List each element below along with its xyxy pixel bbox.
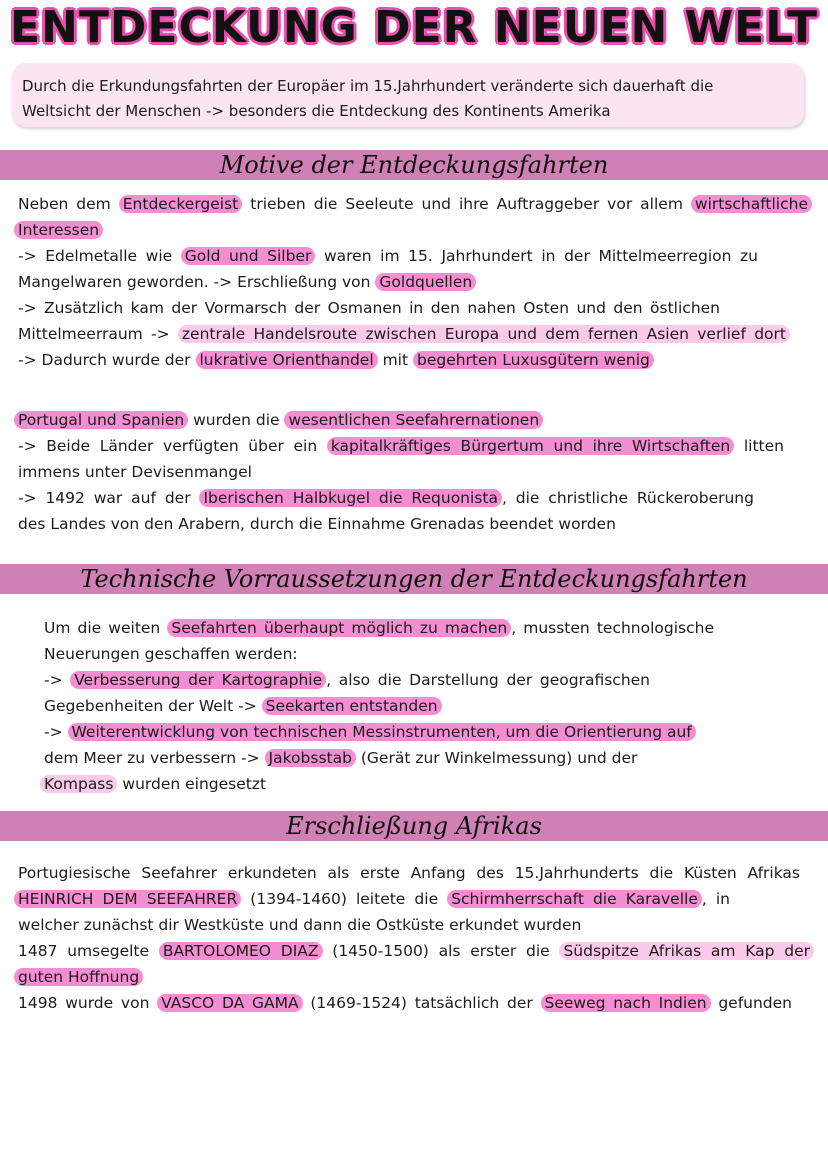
highlight: wirtschaftliche <box>691 195 812 213</box>
highlight: lukrative Orienthandel <box>196 351 378 369</box>
highlight: Goldquellen <box>375 273 476 291</box>
text-line: des Landes von den Arabern, durch die Einnahme Grenadas beendet worden <box>18 515 616 533</box>
text-line: Mittelmeerraum -> zentrale Handelsroute zwischen Europa und dem fernen Asien verlief dort <box>18 321 790 347</box>
text-line: -> Dadurch wurde der lukrative Orienthandel mit begehrten Luxusgütern wenig <box>18 347 654 373</box>
text-line: Gegebenheiten der Welt -> Seekarten entstanden <box>44 693 442 719</box>
text-line: -> Verbesserung der Kartographie , also die Darstellung der geografischen <box>44 671 650 689</box>
highlight: zentrale Handelsroute zwischen Europa und dem fernen Asien verlief dort <box>178 325 790 343</box>
text-line: 1498 wurde von VASCO DA GAMA (1469-1524) tatsächlich der Seeweg nach Indien gefunden <box>18 994 792 1012</box>
text-line: 1487 umsegelte BARTOLOMEO DIAZ (1450-1500) als erster die Südspitze Afrikas am Kap der <box>18 938 814 964</box>
text-line: -> Edelmetalle wie Gold und Silber waren im 15. Jahrhundert in der Mittelmeerregion zu <box>18 247 759 265</box>
highlight: guten Hoffnung <box>14 968 143 986</box>
section-heading-motive: Motive der Entdeckungsfahrten <box>0 150 828 180</box>
text-line: HEINRICH DEM SEEFAHRER (1394-1460) leitete die Schirmherrschaft die Karavelle , in <box>14 886 730 912</box>
highlight: Seekarten entstanden <box>262 697 442 715</box>
text-line: Portugiesische Seefahrer erkundeten als erste Anfang des 15.Jahrhunderts die Küsten Afrikas <box>18 864 800 882</box>
highlight: Iberischen Halbkugel die Requonista <box>199 489 502 507</box>
section-heading-technik: Technische Vorraussetzungen der Entdeckungsfahrten <box>0 564 828 594</box>
intro-box <box>12 63 804 127</box>
highlight: Weiterentwicklung von technischen Messinstrumenten, um die Orientierung auf <box>68 723 696 741</box>
text-line: -> Beide Länder verfügten über ein kapitalkräftiges Bürgertum und ihre Wirtschaften litten <box>18 437 784 455</box>
text-line: Portugal und Spanien wurden die wesentlichen Seefahrernationen <box>14 407 543 433</box>
highlight: Jakobsstab <box>265 749 356 767</box>
text-line: Neben dem Entdeckergeist trieben die Seeleute und ihre Auftraggeber vor allem wirtschaftliche <box>18 191 812 217</box>
page-title: ENTDECKUNG DER NEUEN WELT <box>9 2 819 53</box>
text-line: -> 1492 war auf der Iberischen Halbkugel die Requonista , die christliche Rückeroberung <box>18 489 754 507</box>
text-line <box>14 217 103 243</box>
highlight: Gold und Silber <box>181 247 316 265</box>
highlight: Portugal und Spanien <box>14 411 188 429</box>
highlight: begehrten Luxusgütern wenig <box>413 351 654 369</box>
text-line: Um die weiten Seefahrten überhaupt möglich zu machen , mussten technologische <box>44 619 714 637</box>
text-line: -> Weiterentwicklung von technischen Messinstrumenten, um die Orientierung auf <box>44 719 696 745</box>
highlight: BARTOLOMEO DIAZ <box>159 942 323 960</box>
text-line: -> Zusätzlich kam der Vormarsch der Osmanen in den nahen Osten und den östlichen <box>18 299 720 317</box>
intro-line: Durch die Erkundungsfahrten der Europäer im 15.Jahrhundert veränderte sich dauerhaft die <box>22 77 714 95</box>
text-line: dem Meer zu verbessern -> Jakobsstab (Gerät zur Winkelmessung) und der <box>44 749 638 767</box>
highlight: Seeweg nach Indien <box>541 994 711 1012</box>
text-line: Neuerungen geschaffen werden: <box>44 645 298 663</box>
highlight: Kompass <box>40 775 117 793</box>
highlight: Schirmherrschaft die Karavelle <box>447 890 702 908</box>
highlight: Seefahrten überhaupt möglich zu machen <box>167 619 511 637</box>
section-heading-afrika: Erschließung Afrikas <box>0 811 828 841</box>
text-line: Mangelwaren geworden. -> Erschließung von Goldquellen <box>18 269 476 295</box>
intro-line: Weltsicht der Menschen -> besonders die Entdeckung des Kontinents Amerika <box>22 102 611 120</box>
highlight: Interessen <box>14 221 103 239</box>
text-line: Kompass wurden eingesetzt <box>40 771 266 797</box>
text-line <box>14 964 143 990</box>
text-line: welcher zunächst dir Westküste und dann die Ostküste erkundet wurden <box>18 916 582 934</box>
highlight: kapitalkräftiges Bürgertum und ihre Wirtschaften <box>327 437 734 455</box>
highlight: VASCO DA GAMA <box>157 994 302 1012</box>
highlight: Verbesserung der Kartographie <box>70 671 326 689</box>
text-line: immens unter Devisenmangel <box>18 463 252 481</box>
highlight: HEINRICH DEM SEEFAHRER <box>14 890 241 908</box>
highlight: Entdeckergeist <box>119 195 243 213</box>
highlight: wesentlichen Seefahrernationen <box>284 411 543 429</box>
highlight: Südspitze Afrikas am Kap der <box>559 942 814 960</box>
